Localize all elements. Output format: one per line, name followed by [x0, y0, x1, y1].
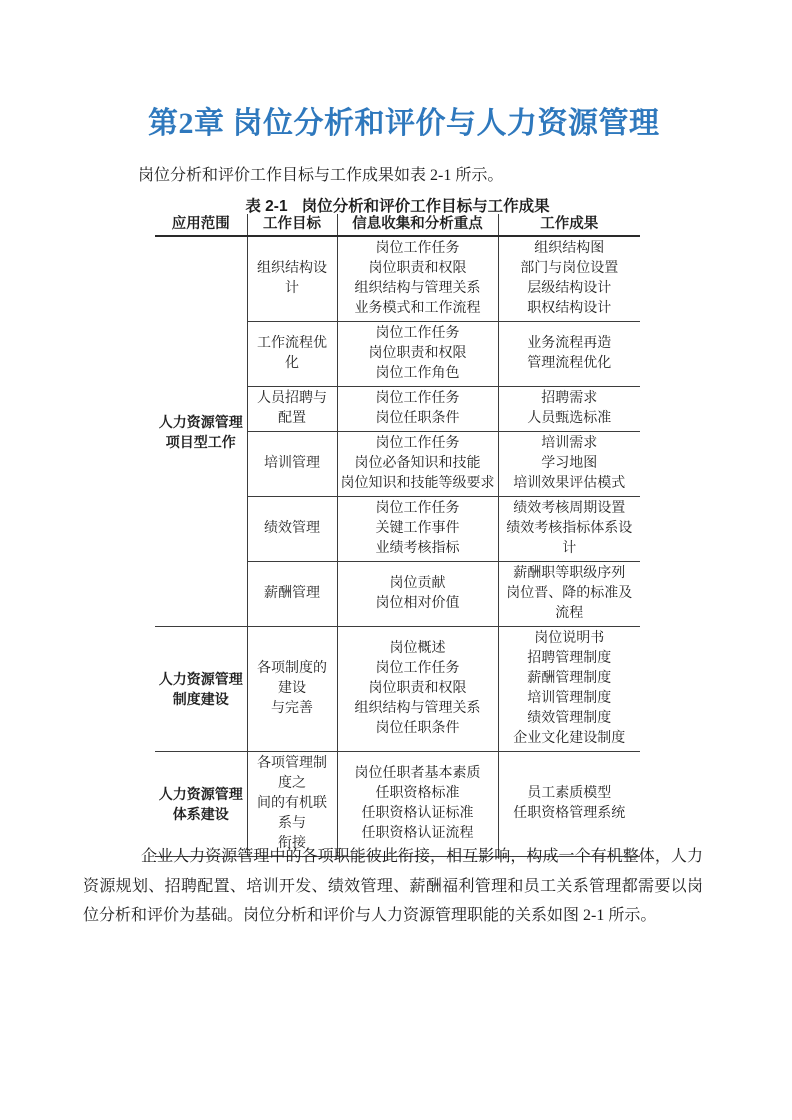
column-header-results: 工作成果 [498, 214, 640, 236]
scope-cell [155, 236, 247, 627]
results-cell [498, 432, 640, 497]
results-cell [498, 387, 640, 432]
table-body [155, 236, 640, 857]
cell-line: 岗位概述 [389, 641, 446, 656]
table-row [155, 236, 640, 322]
cell-line: 岗位晋、降的标准及流程 [506, 586, 633, 621]
cell-line: 业务流程再造 [527, 336, 612, 351]
cell-line: 绩效管理制度 [527, 711, 612, 726]
cell-line: 培训管理制度 [527, 691, 612, 706]
cell-line: 岗位工作任务 [375, 501, 460, 516]
focus-cell [337, 432, 498, 497]
cell-line: 各项制度的建设 [257, 661, 327, 696]
cell-line: 岗位工作任务 [375, 391, 460, 406]
cell-line: 岗位职责和权限 [368, 346, 467, 361]
table-row [155, 627, 640, 752]
scope-cell [155, 752, 247, 857]
cell-line: 任职资格管理系统 [513, 806, 626, 821]
cell-line: 人力资源管理 [158, 413, 243, 430]
cell-line: 岗位任职条件 [375, 721, 460, 736]
cell-line: 岗位必备知识和技能 [354, 456, 481, 471]
cell-line: 管理流程优化 [527, 356, 612, 371]
results-cell [498, 497, 640, 562]
table-row [155, 752, 640, 857]
cell-line: 层级结构设计 [527, 281, 612, 296]
cell-line: 任职资格标准 [375, 786, 460, 801]
table-header [155, 214, 640, 236]
cell-line: 与完善 [271, 701, 313, 716]
goal-cell [247, 562, 337, 627]
cell-line: 制度建设 [172, 691, 229, 707]
scope-cell [155, 627, 247, 752]
cell-line: 岗位工作角色 [375, 366, 460, 381]
goal-cell [247, 432, 337, 497]
cell-line: 人力资源管理 [158, 786, 243, 802]
cell-line: 招聘管理制度 [527, 651, 612, 666]
cell-line: 职权结构设计 [527, 301, 612, 316]
results-cell [498, 752, 640, 857]
focus-cell [337, 387, 498, 432]
cell-line: 业务模式和工作流程 [354, 301, 481, 316]
cell-line: 绩效考核指标体系设计 [506, 521, 633, 556]
cell-line: 员工素质模型 [527, 786, 612, 801]
cell-line: 岗位工作任务 [375, 241, 460, 256]
cell-line: 薪酬管理 [264, 586, 320, 601]
cell-line: 岗位工作任务 [375, 326, 460, 341]
focus-cell [337, 322, 498, 387]
column-header-focus: 信息收集和分析重点 [337, 214, 498, 236]
table-caption [155, 194, 640, 216]
table-caption-title: 岗位分析和评价工作目标与工作成果 [301, 198, 550, 215]
focus-cell [337, 627, 498, 752]
focus-cell [337, 236, 498, 322]
cell-line: 组织结构图 [534, 241, 605, 256]
cell-line: 培训效果评估模式 [513, 476, 626, 491]
cell-line: 岗位知识和技能等级要求 [340, 476, 495, 491]
goal-cell [247, 627, 337, 752]
cell-line: 绩效考核周期设置 [513, 501, 626, 516]
closing-paragraph: 企业人力资源管理中的各项职能彼此衔接，相互影响，构成一个有机整体，人力资源规划、招聘配置、培训开发、绩效管理、薪酬福利管理和员工关系管理都需要以岗位分析和评价为基础。岗位分析和评价与人力资源管理职能的关系如图 2-1 所示。 [83, 848, 703, 924]
cell-line: 岗位任职者基本素质 [354, 766, 481, 781]
cell-line: 岗位任职条件 [375, 411, 460, 426]
cell-line: 部门与岗位设置 [520, 261, 619, 276]
focus-cell [337, 752, 498, 857]
cell-line: 项目型工作 [165, 433, 236, 450]
goal-cell [247, 236, 337, 322]
column-header-scope: 应用范围 [155, 214, 247, 236]
cell-line: 间的有机联系与 [257, 796, 327, 831]
cell-line: 任职资格认证流程 [361, 826, 474, 841]
chapter-title: 第2章 岗位分析和评价与人力资源管理 [148, 107, 660, 140]
cell-line: 岗位贡献 [389, 576, 446, 591]
goal-cell [247, 322, 337, 387]
cell-line: 岗位职责和权限 [368, 681, 467, 696]
cell-line: 岗位说明书 [534, 631, 605, 646]
cell-line: 培训管理 [264, 456, 320, 471]
focus-cell [337, 497, 498, 562]
column-header-goal: 工作目标 [247, 214, 337, 236]
cell-line: 岗位相对价值 [375, 596, 460, 611]
cell-line: 组织结构与管理关系 [354, 281, 481, 296]
cell-line: 衔接 [278, 836, 306, 851]
cell-line: 人员招聘与配置 [257, 391, 327, 426]
results-cell [498, 627, 640, 752]
cell-line: 工作流程优化 [257, 336, 327, 371]
cell-line: 组织结构设计 [257, 261, 327, 296]
cell-line: 人力资源管理 [158, 671, 243, 687]
cell-line: 组织结构与管理关系 [354, 701, 481, 716]
results-cell [498, 562, 640, 627]
results-cell [498, 322, 640, 387]
cell-line: 薪酬管理制度 [527, 671, 612, 686]
cell-line: 招聘需求 [541, 391, 598, 406]
cell-line: 培训需求 [541, 436, 598, 451]
goal-cell [247, 387, 337, 432]
cell-line: 业绩考核指标 [375, 541, 460, 556]
cell-line: 薪酬职等职级序列 [513, 566, 626, 581]
cell-line: 岗位工作任务 [375, 436, 460, 451]
work-goals-table [155, 214, 640, 857]
goal-cell [247, 497, 337, 562]
header-row [155, 214, 640, 236]
goal-cell [247, 752, 337, 857]
cell-line: 绩效管理 [264, 521, 320, 536]
table-caption-number: 表 2-1 [245, 198, 288, 215]
cell-line: 人员甄选标准 [527, 411, 612, 426]
intro-paragraph: 岗位分析和评价工作目标与工作成果如表 2-1 所示。 [138, 167, 504, 184]
cell-line: 各项管理制度之 [257, 756, 327, 791]
cell-line: 岗位工作任务 [375, 661, 460, 676]
cell-line: 任职资格认证标准 [361, 806, 474, 821]
cell-line: 关键工作事件 [375, 521, 460, 536]
cell-line: 岗位职责和权限 [368, 261, 467, 276]
results-cell [498, 236, 640, 322]
cell-line: 企业文化建设制度 [513, 731, 626, 746]
cell-line: 学习地图 [541, 456, 598, 471]
focus-cell [337, 562, 498, 627]
cell-line: 体系建设 [172, 806, 229, 822]
